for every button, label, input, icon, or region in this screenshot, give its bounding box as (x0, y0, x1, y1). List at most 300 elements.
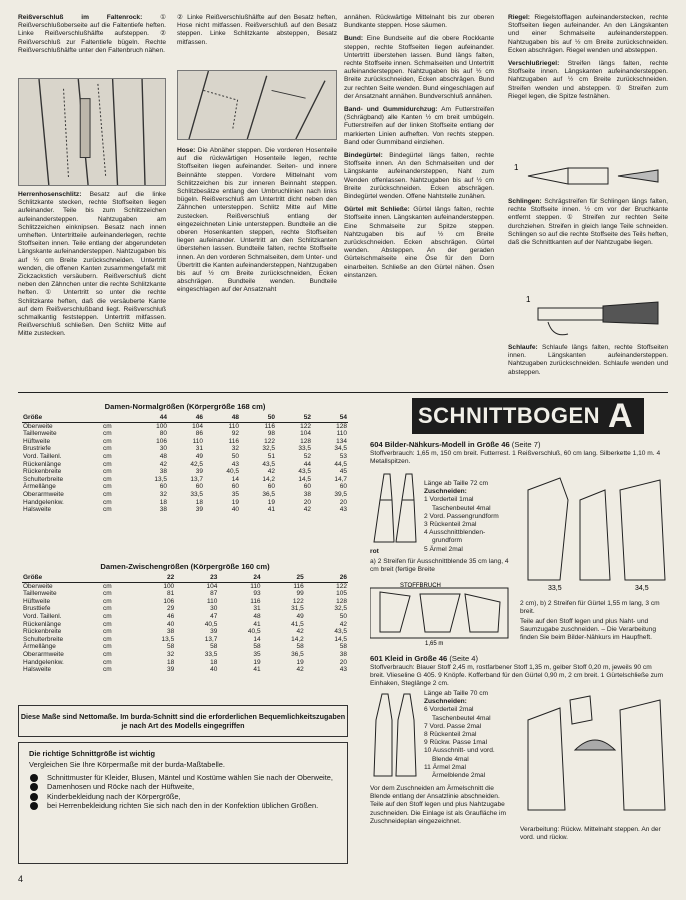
value-cell: 104 (300, 430, 311, 438)
cut-item: 10 Ausschnitt- und vord. (424, 747, 495, 755)
waistband-body: Eine Bundseite auf die obere Rockkante steppen, rechte Stoffseiten liegen aufeinander. Untertritt überstehen lassen. Bund längs falten, rechte Stoffseite innen. Schmalseiten und Untertritt aufeinandersteppen. Nahtzugaben bis auf ½ cm Breite zurückschneiden, Ecken abschrägen. Bund zur rechten Seite wenden. Bund eingeschlagen auf der Ansatznaht annähen. Bundverschluß annähen. (344, 35, 494, 100)
measure-name: Handgelenkw. (23, 498, 64, 506)
table-row (22, 590, 348, 598)
table-row (22, 605, 348, 613)
value-cell: 110 (336, 430, 347, 438)
sewing-col3 (344, 14, 494, 280)
closure-tab-heading: Verschlußriegel: (508, 60, 560, 68)
value-cell: 128 (300, 437, 311, 445)
value-cell: 35 (231, 490, 239, 498)
value-cell: 100 (163, 582, 175, 590)
table-row (22, 666, 348, 674)
unit-cell: cm (103, 490, 112, 498)
value-cell: 48 (253, 612, 261, 620)
pattern-sheet-banner (412, 398, 644, 434)
value-cell: 116 (250, 597, 261, 605)
drawstring-body: Am Futterstreifen (Schrägband) alle Kanten ½ cm breit umbügeln. Futterstreifen auf der linken Stoffseite entlang der markierten Linien aufheften. Von rechts steppen. Band oder Gummiband einziehen. (344, 106, 494, 146)
value-cell: 13,5 (161, 635, 175, 643)
tab-text (508, 14, 668, 55)
value-cell: 14,2 (291, 635, 304, 643)
value-cell: 13,7 (190, 475, 203, 483)
value-cell: 39,5 (334, 490, 347, 498)
zipper-pleat-heading: Reißverschluß im Faltenrock: (18, 14, 143, 21)
table-row (22, 453, 348, 461)
model-604-pattern-pieces (520, 470, 668, 595)
value-cell: 80 (159, 430, 167, 438)
value-cell: 50 (339, 612, 347, 620)
size-tips-intro: Vergleichen Sie Ihre Körpermaße mit der burda-Maßtabelle. (29, 760, 225, 770)
value-cell: 40,5 (247, 628, 261, 636)
value-cell: 92 (231, 430, 239, 438)
size-tips-box (18, 742, 348, 864)
table-row (22, 468, 348, 476)
drawstring-text (344, 106, 494, 147)
value-cell: 31 (195, 445, 203, 453)
value-cell: 40,5 (204, 620, 218, 628)
value-cell: 43,5 (262, 460, 275, 468)
value-cell: 43 (231, 460, 239, 468)
drawstring-heading: Band- und Gummidurchzug: (344, 106, 438, 114)
value-cell: 46 (166, 612, 175, 620)
table-row (22, 659, 348, 667)
measure-name: Rückenbreite (23, 468, 62, 476)
cut-item: 1 Vorderteil 1mal (424, 496, 474, 504)
table-row (22, 621, 348, 629)
value-cell: 19 (267, 498, 275, 506)
trousers-heading: Hose: (177, 147, 196, 154)
table-row (22, 651, 348, 659)
intermediate-sizes-title: Damen-Zwischengrößen (Körpergröße 160 cm) (100, 562, 270, 571)
value-cell: 51 (267, 452, 275, 460)
value-cell: 38 (159, 468, 167, 476)
measure-name: Hüftweite (23, 597, 51, 605)
model-601-length: Länge ab Taille 70 cm (424, 690, 489, 697)
table-row (22, 598, 348, 606)
trousers-continued: annähen. Rückwärtige Mittelnaht bis zur oberen Bundkante steppen. Hose säumen. (344, 14, 494, 30)
model-601-cutting (424, 690, 514, 780)
model-601-pattern-pieces (520, 690, 668, 820)
men-trouser-fly-body: Besatz auf die linke Schlitzkante stecken, rechte Stoffseiten liegen aufeinander. Teile bis zum Schlitzzeichen aufeinandersteppen. Nahtzugaben am Schlitzzeichen einknipsen. Besatz nach innen umheften. Untertritteile aufeinanderlegen, rechte Stoffseiten innen. Teile entlang der abgerundeten Längskante aufeinandersteppen. Nahtzugaben bis auf ½ cm Breite zurückschneiden. Untertritt wenden, die offenen Kanten zusammengefaßt mit Zickzackstich versäubern. Reißverschluß dicht neben den Zähnchen unter die rechte Schlitzkante heften. ① Untertritt so unter die rechte Schlitzkante heften, daß die versäuberte Kante auf dem Reißverschlußband liegt. Reißverschluß schmalkantig feststeppen. Untertritt mitfassen. Reißverschluß schließen. Den Schlitz Mitte auf Mitte zustecken. (18, 191, 166, 338)
value-cell: 110 (192, 437, 203, 445)
value-cell: 43,5 (298, 468, 311, 476)
value-cell: 18 (195, 498, 203, 506)
normal-sizes-header (22, 414, 348, 422)
loops-heading: Schlingen: (508, 198, 542, 205)
cut-item: Taschenbeutel 4mal (432, 504, 491, 512)
value-cell: 18 (166, 658, 175, 666)
table-row (22, 445, 348, 453)
value-cell: 116 (264, 422, 275, 430)
table-row (22, 499, 348, 507)
measure-name: Halsweite (23, 506, 52, 514)
value-cell: 30 (159, 445, 167, 453)
value-cell: 58 (339, 643, 347, 651)
value-cell: 41 (253, 666, 261, 674)
value-cell: 32 (231, 445, 239, 453)
loops-body: Schrägstreifen für Schlingen längs falten, rechte Stoffseite innen. ½ cm vor der Bruchkante entfernt steppen. ① Streifen zur rechten Seite durchziehen. Streifen in gleich lange Teile schneiden. Schlingen so auf die rechte Stoffseite des Teils heften, daß die Schnittkanten auf der Nahtzugabe liegen. (508, 198, 668, 247)
buckle-belt-text (344, 206, 494, 280)
measure-name: Schulterbreite (23, 475, 64, 483)
table-row (22, 582, 348, 590)
value-cell: 20 (339, 498, 347, 506)
cut-item: Ärmelblende 2mal (432, 772, 486, 780)
value-cell: 47 (210, 612, 218, 620)
measure-name: Rückenlänge (23, 460, 61, 468)
value-cell: 14,5 (298, 475, 311, 483)
header-cell: 54 (312, 414, 348, 422)
cut-item: grundform (432, 537, 463, 545)
measure-name: Rückenbreite (23, 628, 62, 636)
normal-sizes-table (22, 400, 348, 514)
size-tip-item: Schnittmuster für Kleider, Blusen, Mäntel und Kostüme wählen Sie nach der Oberweite, (29, 773, 337, 782)
value-cell: 110 (207, 597, 218, 605)
zipper-fly-step2-text (177, 14, 337, 47)
header-cell (102, 414, 132, 422)
model-601-material: Stoffverbrauch: Blauer Stoff 2,45 m, rostfarbener Stoff 1,35 m, gelber Stoff 0,20 m, jeweils 90 cm breit. Vlieseline G 405. 9 Knöpfe. Kofferband für den Gürtel 0,90 m, 2 cm breit. 1 Gürtelschließe zum Einhaken, Steglänge 2 cm. (370, 664, 664, 688)
value-cell: 40 (231, 506, 239, 514)
value-cell: 60 (159, 483, 167, 491)
value-cell: 58 (296, 643, 304, 651)
value-cell: 20 (303, 498, 311, 506)
value-cell: 50 (231, 452, 239, 460)
table-row (22, 613, 348, 621)
value-cell: 122 (264, 437, 275, 445)
table-row (22, 628, 348, 636)
measure-name: Ärmellänge (23, 483, 56, 491)
model-604-color: rot (370, 548, 379, 555)
value-cell: 44,5 (334, 460, 347, 468)
loops-text (508, 198, 668, 247)
unit-cell: cm (103, 612, 112, 620)
cut-item: Taschenbeutel 4mal (432, 714, 491, 722)
measure-name: Oberweite (23, 582, 53, 590)
buckle-belt-body: Gürtel längs falten, rechte Stoffseite innen. Längskanten aufeinandersteppen. Eine Schmalseite zur Spitze steppen. Nahtzugaben bis auf ½ cm Breite zurückschneiden. Ecken abschrägen. Gürtel wenden. Absteppen. An der geraden Gürtelschmalseite eine Öse für den Dorn einarbeiten. Schließe an den Gürtel nähen. Ösen einstanzen. (344, 206, 494, 279)
zipper-fly-step2-body: ② Linke Reißverschlußhälfte auf den Besatz heften, Hose nicht mitfassen. Reißverschluß auf den Besatz steppen. Linke Schlitzkante absteppen, Besatz mitfassen. (177, 14, 337, 46)
unit-cell: cm (103, 582, 112, 590)
table-row (22, 461, 348, 469)
unit-cell: cm (103, 506, 112, 514)
banner-word: SCHNITTBOGEN (418, 403, 600, 428)
value-cell: 36,5 (291, 650, 304, 658)
unit-cell: cm (103, 635, 112, 643)
waistband-text (344, 35, 494, 101)
table-row (22, 422, 348, 430)
size-tip-item: bei Herrenbekleidung richten Sie sich nach den in der Konfektion üblichen Größen. (29, 801, 337, 810)
net-measures-note: Diese Maße sind Nettomaße. Im burda-Schnitt sind die erforderlichen Bequemlichkeitszugaben je nach Art des Modells eingegriffen (18, 705, 348, 737)
value-cell: 19 (253, 658, 261, 666)
header-cell: 23 (175, 574, 218, 582)
header-cell: 25 (262, 574, 305, 582)
value-cell: 14 (231, 475, 239, 483)
size-tips-heading: Die richtige Schnittgröße ist wichtig (29, 749, 156, 758)
value-cell: 53 (339, 452, 347, 460)
value-cell: 38 (166, 628, 175, 636)
value-cell: 39 (210, 628, 218, 636)
strap-body: Schlaufe längs falten, rechte Stoffseiten innen. Längskanten aufeinandersteppen. Nahtzugaben zurückschneiden. Schlaufe wenden und absteppen. (508, 344, 668, 376)
measure-name: Vord. Taillenl. (23, 452, 62, 460)
fabric-fold-label: STOFFBRUCH (400, 583, 441, 589)
measure-name: Handgelenkw. (23, 658, 64, 666)
table-row (22, 438, 348, 446)
cut-item: 3 Rückenteil 2mal (424, 521, 477, 529)
value-cell: 93 (253, 590, 261, 598)
measure-name: Vord. Taillenl. (23, 612, 62, 620)
model-601-ref: (Seite 4) (447, 654, 479, 663)
value-cell: 32 (166, 650, 175, 658)
cut-item: 6 Vorderteil 2mal (424, 706, 474, 714)
value-cell: 122 (300, 422, 311, 430)
model-604-cut-heading: Zuschneiden: (424, 488, 467, 496)
value-cell: 58 (253, 643, 261, 651)
value-cell: 39 (166, 666, 175, 674)
value-cell: 122 (292, 597, 304, 605)
buckle-belt-heading: Gürtel mit Schließe: (344, 206, 410, 214)
unit-cell: cm (103, 483, 112, 491)
unit-cell: cm (103, 620, 112, 628)
value-cell: 19 (296, 658, 304, 666)
measure-name: Brusttiefe (23, 605, 51, 613)
value-cell: 99 (296, 590, 304, 598)
table-row (22, 476, 348, 484)
value-cell: 128 (336, 597, 347, 605)
value-cell: 38 (339, 650, 347, 658)
unit-cell: cm (103, 468, 112, 476)
tie-belt-body: Bindegürtel längs falten, rechte Stoffseite innen. An den Schmalseiten und der Längskante aufeinandersteppen, Naht zum Wenden offenlassen. Nahtzugaben bis auf ½ cm Breite zurückschneiden. Ecken abschrägen. Bindegürtel wenden. Offene Nahtstelle zunähen. (344, 152, 494, 201)
value-cell: 32,5 (334, 605, 347, 613)
value-cell: 98 (267, 430, 275, 438)
model-601-processing: Verarbeitung: Rückw. Mittelnaht steppen. An der vord. und rückw. (520, 826, 661, 842)
unit-cell: cm (103, 590, 112, 598)
value-cell: 14,2 (262, 475, 275, 483)
value-cell: 58 (166, 643, 175, 651)
page-number: 4 (18, 874, 24, 884)
sewing-col4 (508, 14, 668, 101)
value-cell: 35 (253, 650, 261, 658)
strap-text (508, 344, 668, 377)
measure-name: Oberweite (23, 422, 53, 430)
value-cell: 40,5 (226, 468, 239, 476)
value-cell: 87 (210, 590, 218, 598)
value-cell: 86 (195, 430, 203, 438)
tab-diagram (508, 158, 668, 194)
value-cell: 33,5 (190, 490, 203, 498)
unit-cell: cm (103, 475, 112, 483)
fabric-width-label: 1,65 m (425, 641, 444, 646)
model-601-title (370, 654, 478, 663)
strap-heading: Schlaufe: (508, 344, 538, 351)
value-cell: 43 (339, 666, 347, 674)
size-tips-list (29, 773, 337, 811)
value-cell: 14 (253, 635, 261, 643)
value-cell: 100 (156, 422, 167, 430)
value-cell: 41 (253, 620, 261, 628)
header-cell: 44 (132, 414, 168, 422)
value-cell: 134 (336, 437, 347, 445)
unit-cell: cm (103, 650, 112, 658)
header-cell: 52 (276, 414, 312, 422)
value-cell: 13,5 (154, 475, 167, 483)
value-cell: 43,5 (334, 628, 347, 636)
tab-heading: Riegel: (508, 14, 530, 21)
value-cell: 44 (303, 460, 311, 468)
value-cell: 14,7 (334, 475, 347, 483)
header-cell: Größe (22, 414, 102, 422)
model-604-material: Stoffverbrauch: 1,65 m, 150 cm breit. Futterrest. 1 Reißverschluß, 60 cm lang. Silberkette 1,10 m. 4 Metallspitzen. (370, 450, 661, 466)
value-cell: 60 (231, 483, 239, 491)
value-cell: 18 (159, 498, 167, 506)
value-cell: 18 (210, 658, 218, 666)
value-cell: 29 (166, 605, 175, 613)
value-cell: 31 (253, 605, 261, 613)
value-cell: 42,5 (190, 460, 203, 468)
model-601-cut-heading: Zuschneiden: (424, 698, 467, 706)
measure-name: Oberarmweite (23, 490, 64, 498)
intermediate-sizes-table (22, 560, 348, 674)
value-cell: 43 (339, 506, 347, 514)
value-cell: 116 (228, 437, 239, 445)
tie-belt-heading: Bindegürtel: (344, 152, 383, 160)
value-cell: 34,5 (334, 445, 347, 453)
value-cell: 42 (296, 666, 304, 674)
header-cell: 46 (168, 414, 204, 422)
value-cell: 45 (339, 468, 347, 476)
unit-cell: cm (103, 452, 112, 460)
table-row (22, 643, 348, 651)
model-604-note: a) 2 Streifen für Ausschnittblende 35 cm lang, 4 cm breit (fertige Breite (370, 558, 509, 574)
trousers-body: Die Abnäher steppen. Die vorderen Hosenteile auf die rückwärtigen Hosenteile legen, rechte Stoffseiten liegen aufeinander. Seiten- und innere Beinnähte steppen. Vordere Mittelnaht vom Schlitzzeichen bis zur inneren Beinnaht steppen. Schlitzbesätze entlang den Umbruchlinien nach links bügeln. Reißverschluß am Untertritt dicht neben den Zähnchen untersteppen. Schlitz Mitte auf Mitte zustecken. Reißverschluß entlang der eingezeichneten Linie untersteppen. Bundteile an die oberen Hosenkanten steppen, rechte Stoffseiten liegen aufeinander. Untertritt an den Schlitzkanten überstehen lassen. Bundteile falten, rechte Stoffseite innen. An den vorderen Schmalseiten, dem Unter- und Übertritt die Kanten aufeinandersteppen, Nahtzugaben bis auf ½ cm Breite zurückschneiden, Ecken abschrägen. Bundteile wenden. Bundteile eingeschlagen auf der Ansatznaht (177, 147, 337, 294)
value-cell: 32 (159, 490, 167, 498)
model-601-note: Vor dem Zuschneiden am Ärmelschnitt die Blende entlang der Ansatzlinie abschneiden. Teile auf den Stoff legen und plus Nahtzugabe zuschneiden. Die Einlage ist als Graufläche im Zuschneideplan eingezeichnet. (370, 785, 506, 825)
value-cell: 42 (159, 460, 167, 468)
value-cell: 32,5 (262, 445, 275, 453)
unit-cell: cm (103, 658, 112, 666)
unit-cell: cm (103, 628, 112, 636)
unit-cell: cm (103, 430, 112, 438)
header-cell: 50 (240, 414, 276, 422)
cut-item: 9 Rückw. Passe 1mal (424, 739, 488, 747)
tie-belt-text (344, 152, 494, 201)
unit-cell: cm (103, 460, 112, 468)
value-cell: 13,7 (204, 635, 218, 643)
value-cell: 110 (228, 422, 239, 430)
banner-letter: A (608, 396, 634, 435)
value-cell: 42 (267, 468, 275, 476)
loop-diagram (508, 288, 668, 340)
header-cell: 24 (218, 574, 261, 582)
value-cell: 42 (339, 620, 347, 628)
value-cell: 122 (336, 582, 347, 590)
unit-cell: cm (103, 605, 112, 613)
waistband-heading: Bund: (344, 35, 364, 43)
model-604-cutting (424, 480, 514, 554)
value-cell: 60 (267, 483, 275, 491)
model-604-layout (370, 582, 510, 646)
men-trouser-fly-heading: Herrenhosenschlitz: (18, 191, 82, 198)
value-cell: 20 (339, 658, 347, 666)
measure-name: Rückenlänge (23, 620, 61, 628)
value-cell: 42 (303, 506, 311, 514)
value-cell: 60 (195, 483, 203, 491)
measure-name: Brustriefe (23, 445, 51, 453)
zipper-pleat-text (18, 14, 166, 55)
value-cell: 39 (195, 506, 203, 514)
table-row (22, 491, 348, 499)
value-cell: 40 (210, 666, 218, 674)
measure-name: Ärmellänge (23, 643, 56, 651)
table-row (22, 636, 348, 644)
model-601-figures (370, 690, 420, 780)
header-cell: 22 (132, 574, 175, 582)
cut-item: Blende 4mal (432, 755, 469, 763)
value-cell: 128 (336, 422, 347, 430)
value-cell: 110 (250, 582, 261, 590)
header-cell: 26 (305, 574, 348, 582)
measure-name: Schulterbreite (23, 635, 64, 643)
value-cell: 116 (293, 582, 304, 590)
intermediate-sizes-header (22, 574, 348, 582)
value-cell: 33,5 (204, 650, 218, 658)
value-cell: 38 (159, 506, 167, 514)
value-cell: 48 (159, 452, 167, 460)
value-cell: 60 (303, 483, 311, 491)
model-604-figures (370, 470, 420, 545)
closure-tab-text (508, 60, 668, 101)
model-601-heading: 601 Kleid in Größe 46 (370, 654, 448, 663)
value-cell: 41,5 (291, 620, 304, 628)
value-cell: 31,5 (291, 605, 304, 613)
cut-item: 4 Ausschnittblenden- (424, 529, 486, 537)
header-cell: Größe (22, 574, 102, 582)
tab-body: Riegelstofflagen aufeinanderstecken, rechte Stoffseiten liegen aufeinander. An den Längskanten und einer Schmalseite aufeinandersteppen. Nahtzugaben bis auf ½ cm Breite zurückschneiden. Ecken abschrägen. Riegel wenden und absteppen. (508, 14, 668, 54)
unit-cell: cm (103, 643, 112, 651)
value-cell: 33,5 (298, 445, 311, 453)
cut-item: 5 Ärmel 2mal (424, 545, 463, 553)
value-cell: 40 (166, 620, 175, 628)
normal-sizes-title: Damen-Normalgrößen (Körpergröße 168 cm) (104, 402, 266, 411)
unit-cell: cm (103, 597, 112, 605)
value-cell: 38 (303, 490, 311, 498)
value-cell: 81 (166, 590, 175, 598)
value-cell: 14,5 (334, 635, 347, 643)
model-604-heading: 604 Bilder-Nähkurs-Modell in Größe 46 (370, 440, 510, 449)
model-604-title (370, 440, 541, 449)
unit-cell: cm (103, 422, 112, 430)
value-cell: 42 (296, 628, 304, 636)
table-row (22, 430, 348, 438)
tab-fig-label: 1 (514, 163, 519, 172)
value-cell: 106 (156, 437, 167, 445)
value-cell: 30 (210, 605, 218, 613)
measure-name: Oberarmweite (23, 650, 64, 658)
measure-name: Taillenweite (23, 430, 57, 438)
measure-name: Hüftweite (23, 437, 51, 445)
zipper-pleat-body: ① Reißverschlußoberseite auf die Faltentiefe heften. Linke Reißverschlußhälfte aufsteppen. ② Reißverschluß zur Faltentiefe bügeln. Rechte Reißverschlußhälfte unter den Faltenbruch nähen. (18, 14, 166, 54)
cut-item: 11 Ärmel 2mal (424, 763, 467, 771)
value-cell: 41 (267, 506, 275, 514)
size-tip-item: Kinderbekleidung nach der Körpergröße, (29, 792, 337, 801)
size-tip-item: Damenhosen und Röcke nach der Hüftweite, (29, 782, 337, 791)
unit-cell: cm (103, 666, 112, 674)
model-604-note-2: 2 cm), b) 2 Streifen für Gürtel 1,55 m lang, 3 cm breit. (520, 600, 660, 616)
men-trouser-fly-text (18, 191, 166, 339)
value-cell: 58 (210, 643, 218, 651)
value-cell: 60 (339, 483, 347, 491)
dim-label: 34,5 (635, 585, 649, 592)
value-cell: 36,5 (262, 490, 275, 498)
dim-label: 33,5 (548, 585, 562, 592)
unit-cell: cm (103, 498, 112, 506)
table-row (22, 483, 348, 491)
